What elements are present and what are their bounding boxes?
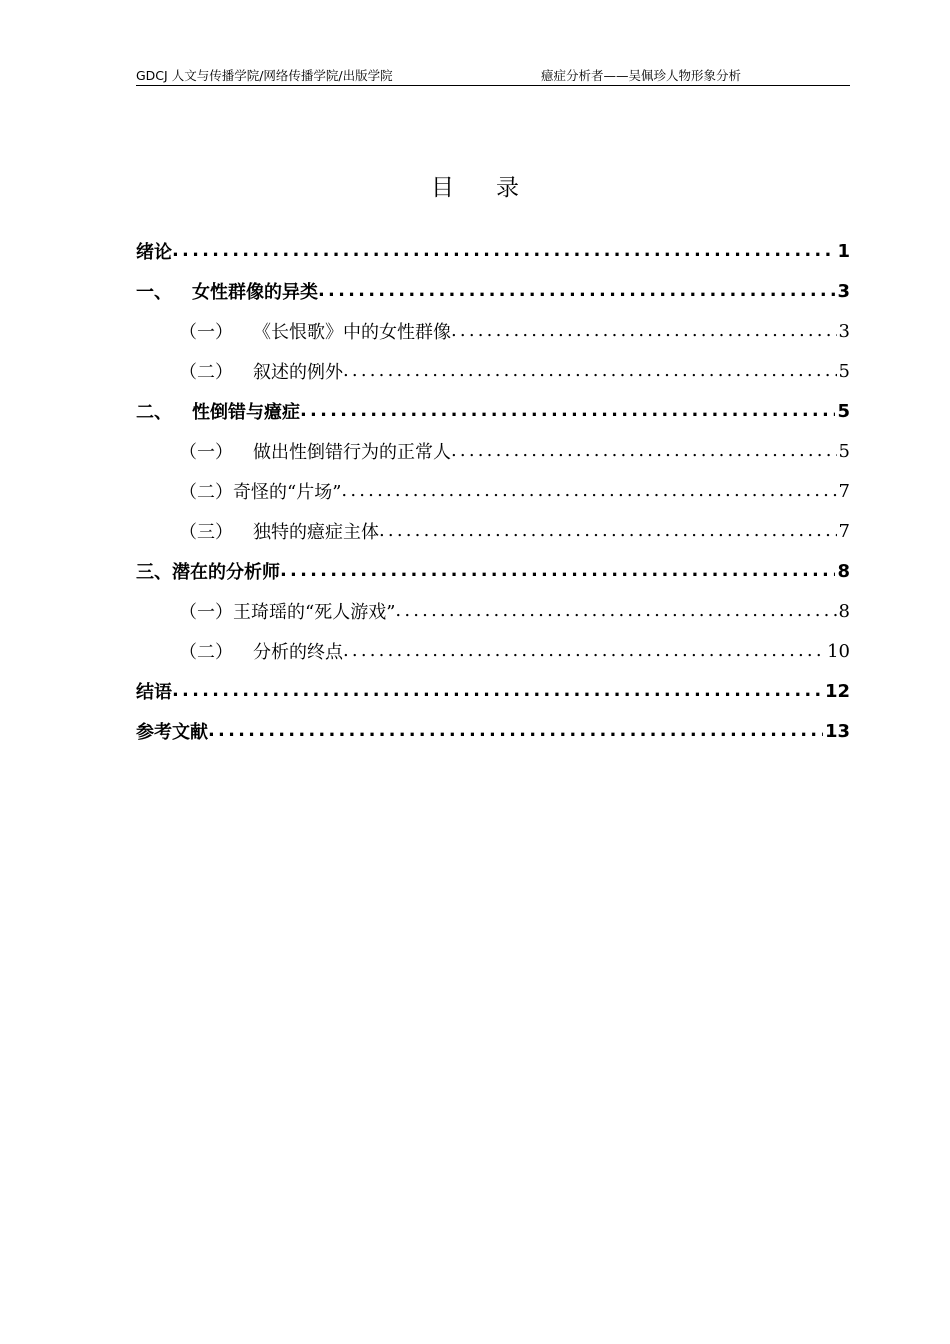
toc-entry-label (136, 678, 172, 704)
toc-entry-label (179, 438, 451, 464)
toc-entry-section-2-3[interactable] (136, 511, 850, 551)
toc-entry-label (136, 558, 280, 584)
toc-dot-leader (318, 282, 835, 300)
toc-entry-label (179, 358, 343, 384)
toc-dot-leader (208, 722, 823, 740)
header-left-text: GDCJ 人文与传播学院/网络传播学院/出版学院 (136, 68, 393, 83)
toc-page-number: 10 (827, 640, 850, 662)
toc-page-number: 8 (837, 560, 850, 582)
toc-entry-text: 叙述的例外 (253, 362, 343, 383)
toc-entry-prefix: （一） (179, 322, 233, 343)
toc-entry-text: 女性群像的异类 (192, 282, 318, 303)
toc-dot-leader (451, 442, 837, 460)
toc-page-number: 5 (837, 400, 850, 422)
toc-entry-prefix: （三） (179, 522, 233, 543)
toc-dot-leader (300, 402, 835, 420)
toc-entry-chapter-2[interactable] (136, 391, 850, 431)
toc-page-number: 7 (838, 480, 850, 502)
toc-entry-text: 三、潜在的分析师 (136, 562, 280, 583)
toc-entry-section-2-1[interactable] (136, 431, 850, 471)
toc-dot-leader (379, 522, 837, 540)
toc-dot-leader (341, 482, 836, 500)
toc-entry-text: （二）奇怪的“片场” (179, 482, 342, 503)
toc-entry-prefix: （二） (179, 642, 233, 663)
toc-dot-leader (451, 322, 837, 340)
toc-entry-label (136, 718, 208, 744)
toc-entry-label (136, 278, 318, 304)
toc-dot-leader (172, 682, 823, 700)
toc-entry-section-1-2[interactable] (136, 351, 850, 391)
toc-entry-text: 绪论 (136, 242, 172, 263)
toc-entry-text: 分析的终点 (253, 642, 343, 663)
toc-entry-label (179, 518, 379, 544)
toc-page-number: 12 (824, 680, 850, 702)
toc-entry-label (179, 638, 343, 664)
toc-page-number: 5 (838, 360, 850, 382)
toc-page-number: 3 (838, 320, 850, 342)
toc-entry-section-1-1[interactable] (136, 311, 850, 351)
toc-entry-chapter-1[interactable] (136, 271, 850, 311)
toc-entry-section-3-2[interactable] (136, 631, 850, 671)
toc-entry-text: 参考文献 (136, 722, 208, 743)
page-title: 目录 (431, 175, 561, 201)
toc-dot-leader (172, 242, 835, 260)
toc-entry-label (136, 398, 300, 424)
toc-entry-introduction[interactable] (136, 231, 850, 271)
toc-entry-text: 做出性倒错行为的正常人 (253, 442, 451, 463)
toc-entry-references[interactable] (136, 711, 850, 751)
toc-entry-label (179, 478, 341, 504)
toc-dot-leader (343, 362, 837, 380)
toc-entry-section-3-1[interactable] (136, 591, 850, 631)
toc-entry-section-2-2[interactable] (136, 471, 850, 511)
toc-entry-prefix: 一、 (136, 282, 172, 303)
toc-entry-prefix: （一） (179, 442, 233, 463)
toc-entry-label (136, 238, 172, 264)
toc-dot-leader (280, 562, 835, 580)
toc-entry-text: 独特的癔症主体 (253, 522, 379, 543)
toc-dot-leader (395, 602, 836, 620)
toc-page-number: 7 (838, 520, 850, 542)
toc-entry-conclusion[interactable] (136, 671, 850, 711)
toc-entry-text: 性倒错与癔症 (192, 402, 300, 423)
toc-page-number: 3 (837, 280, 850, 302)
toc-entry-prefix: 二、 (136, 402, 172, 423)
toc-entry-label (179, 318, 451, 344)
table-of-contents (136, 231, 850, 751)
toc-entry-text: 《长恨歌》中的女性群像 (253, 322, 451, 343)
toc-entry-chapter-3[interactable] (136, 551, 850, 591)
toc-entry-label (179, 598, 395, 624)
toc-page-number: 8 (838, 600, 850, 622)
toc-page-number: 1 (837, 240, 850, 262)
toc-entry-text: 结语 (136, 682, 172, 703)
toc-page-number: 5 (838, 440, 850, 462)
header-right-text: 癔症分析者——吴佩珍人物形象分析 (541, 68, 742, 83)
toc-page-number: 13 (824, 720, 850, 742)
page-header (136, 67, 850, 86)
toc-entry-text: （一）王琦瑶的“死人游戏” (179, 602, 396, 623)
toc-dot-leader (343, 642, 825, 660)
toc-entry-prefix: （二） (179, 362, 233, 383)
